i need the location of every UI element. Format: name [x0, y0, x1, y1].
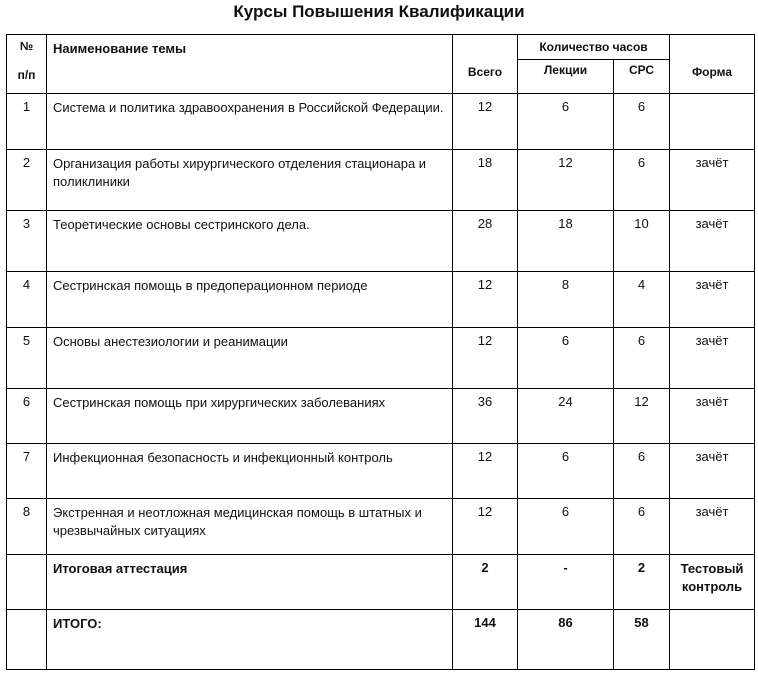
row-srs: 4: [614, 272, 670, 328]
row-lectures: 86: [518, 610, 614, 670]
header-lectures: Лекции: [518, 60, 614, 94]
grand-total-row: [7, 610, 755, 670]
row-number: 5: [7, 328, 47, 389]
row-srs: 6: [614, 94, 670, 150]
row-number: [7, 555, 47, 610]
row-srs: 12: [614, 389, 670, 444]
row-lectures: 18: [518, 211, 614, 272]
row-total: 28: [453, 211, 518, 272]
row-number: 1: [7, 94, 47, 150]
row-number: 7: [7, 444, 47, 499]
header-number-pp: п/п: [17, 68, 36, 82]
row-form: [670, 610, 755, 670]
row-lectures: 6: [518, 94, 614, 150]
row-topic: Теоретические основы сестринского дела.: [47, 211, 453, 272]
row-form: зачёт: [670, 211, 755, 272]
row-srs: 58: [614, 610, 670, 670]
row-topic: Итоговая аттестация: [47, 555, 453, 610]
row-total: 12: [453, 328, 518, 389]
row-total: 12: [453, 499, 518, 555]
row-form: зачёт: [670, 444, 755, 499]
curriculum-table: [6, 34, 755, 670]
row-form: Тестовый контроль: [670, 555, 755, 610]
row-form: зачёт: [670, 150, 755, 211]
table-row: [7, 499, 755, 555]
row-total: 12: [453, 444, 518, 499]
row-topic: Инфекционная безопасность и инфекционный контроль: [47, 444, 453, 499]
row-number: 6: [7, 389, 47, 444]
row-topic: Организация работы хирургического отделения стационара и поликлиники: [47, 150, 453, 211]
row-form: зачёт: [670, 328, 755, 389]
row-lectures: 8: [518, 272, 614, 328]
row-total: 18: [453, 150, 518, 211]
row-srs: 10: [614, 211, 670, 272]
row-number: 2: [7, 150, 47, 211]
header-form: Форма: [670, 35, 755, 94]
row-topic: Система и политика здравоохранения в Российской Федерации.: [47, 94, 453, 150]
table-row: [7, 389, 755, 444]
row-srs: 6: [614, 444, 670, 499]
row-form: зачёт: [670, 389, 755, 444]
row-topic: Сестринская помощь при хирургических заболеваниях: [47, 389, 453, 444]
row-number: 3: [7, 211, 47, 272]
row-lectures: 24: [518, 389, 614, 444]
header-srs: СРС: [614, 60, 670, 94]
row-lectures: -: [518, 555, 614, 610]
row-total: 144: [453, 610, 518, 670]
row-topic: Сестринская помощь в предоперационном периоде: [47, 272, 453, 328]
table-row: [7, 94, 755, 150]
row-form: зачёт: [670, 499, 755, 555]
header-topic-name: Наименование темы: [47, 35, 453, 94]
row-lectures: 12: [518, 150, 614, 211]
row-number: 4: [7, 272, 47, 328]
row-total: 12: [453, 272, 518, 328]
row-lectures: 6: [518, 444, 614, 499]
header-hours-group: Количество часов: [518, 35, 670, 60]
row-lectures: 6: [518, 328, 614, 389]
table-row: [7, 272, 755, 328]
row-topic: Экстренная и неотложная медицинская помощь в штатных и чрезвычайных ситуациях: [47, 499, 453, 555]
document-title: Курсы Повышения Квалификации: [233, 2, 525, 21]
header-number-sign: №: [19, 39, 34, 53]
row-total: 12: [453, 94, 518, 150]
table-row: [7, 150, 755, 211]
row-total: 2: [453, 555, 518, 610]
row-srs: 6: [614, 328, 670, 389]
row-topic: Основы анестезиологии и реанимации: [47, 328, 453, 389]
table-row: [7, 211, 755, 272]
table-row: [7, 328, 755, 389]
header-total: Всего: [453, 35, 518, 94]
final-attestation-row: [7, 555, 755, 610]
row-total: 36: [453, 389, 518, 444]
header-number: [7, 35, 47, 94]
row-form: [670, 94, 755, 150]
row-form: зачёт: [670, 272, 755, 328]
row-srs: 6: [614, 499, 670, 555]
row-number: 8: [7, 499, 47, 555]
row-number: [7, 610, 47, 670]
row-topic: ИТОГО:: [47, 610, 453, 670]
row-srs: 6: [614, 150, 670, 211]
table-row: [7, 444, 755, 499]
row-srs: 2: [614, 555, 670, 610]
row-lectures: 6: [518, 499, 614, 555]
